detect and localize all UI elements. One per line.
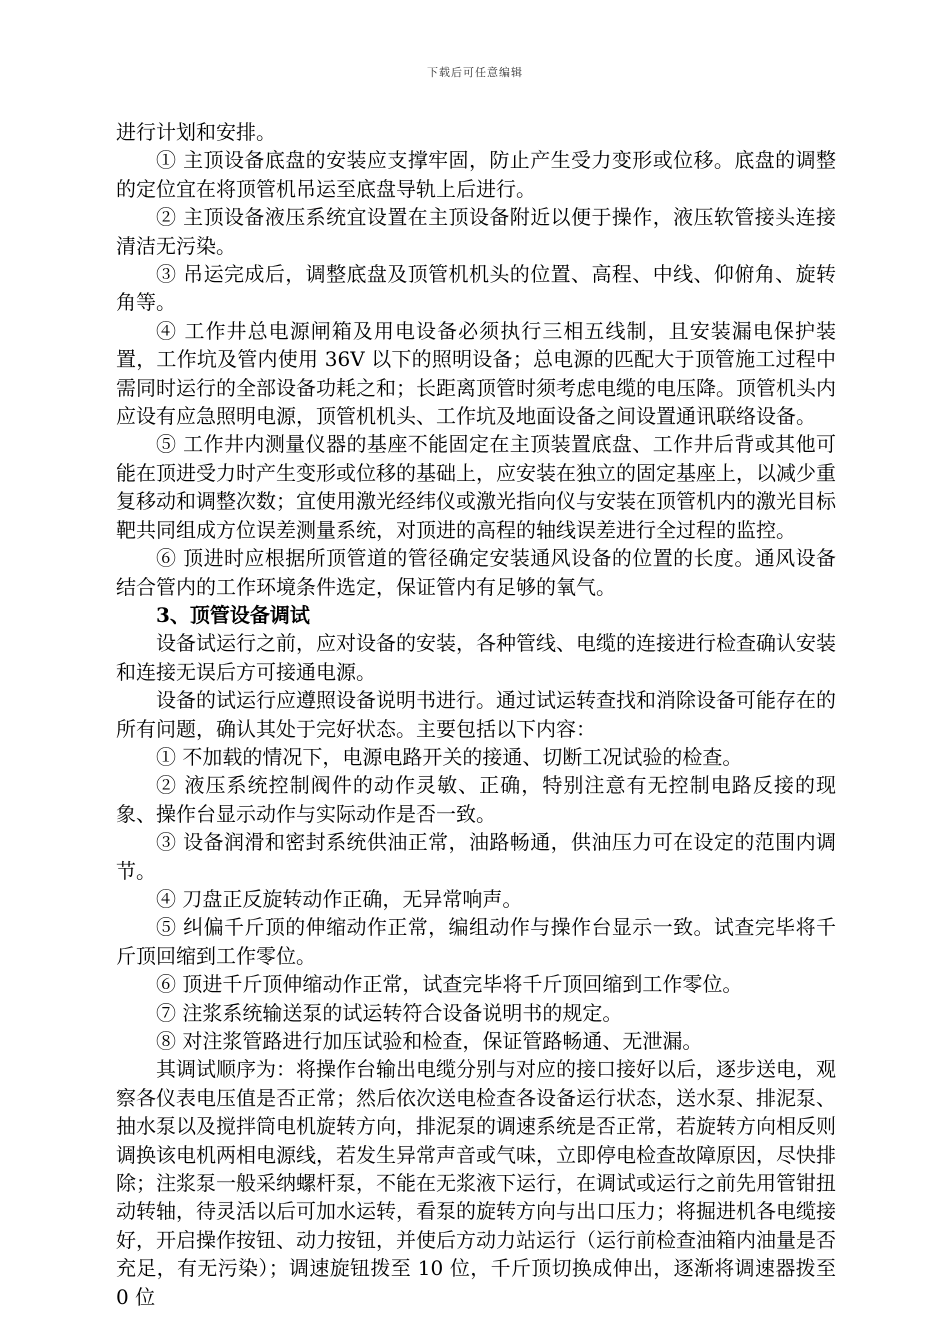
page-header: 下载后可任意编辑 — [427, 66, 523, 79]
paragraph: ⑧ 对注浆管路进行加压试验和检查，保证管路畅通、无泄漏。 — [156, 1029, 703, 1053]
paragraph: ⑤ 纠偏千斤顶的伸缩动作正常，编组动作与操作台显示一致。试查完毕将千斤顶回缩到工作零位。 — [116, 915, 836, 968]
paragraph: ⑥ 顶进千斤顶伸缩动作正常，试查完毕将千斤顶回缩到工作零位。 — [156, 972, 743, 997]
paragraph: 设备试运行之前，应对设备的安装，各种管线、电缆的连接进行检查确认安装和连接无误后方可接通电源。 — [116, 631, 836, 684]
paragraph: ② 液压系统控制阀件的动作灵敏、正确，特别注意有无控制电路反接的现象、操作台显示动作与实际动作是否一致。 — [116, 773, 836, 826]
paragraph: ④ 工作井总电源闸箱及用电设备必须执行三相五线制，且安装漏电保护装置，工作坑及管内使用 36V 以下的照明设备；总电源的匹配大于顶管施工过程中需同时运行的全部设备功耗之和；长距离顶管时须考虑电缆的电压降。顶管机头内应设有应急照明电源，顶管机机头、工作坑及地面设备之间设置通讯联络设备。 — [116, 318, 836, 429]
paragraph: 其调试顺序为：将操作台输出电缆分别与对应的接口接好以后，逐步送电，观察各仪表电压值是否正常；然后依次送电检查各设备运行状态，送水泵、排泥泵、抽水泵以及搅拌筒电机旋转方向，排泥泵的调速系统是否正常，若旋转方向相反则调换该电机两相电源线，若发生异常声音或气味，立即停电检查故障原因，尽快排除；注浆泵一般采纳螺杆泵，不能在无浆液下运行，在调试或运行之前先用管钳扭动转轴，待灵活以后可加水运转，看泵的旋转方向与出口压力；将掘进机各电缆接好，开启操作按钮、动力按钮，并使后方动力站运行（运行前检查油箱内油量是否充足，有无污染）；调速旋钮拨至 10 位，千斤顶切换成伸出，逐渐将调速器拨至 0 位 — [116, 1057, 836, 1309]
paragraph: ② 主顶设备液压系统宜设置在主顶设备附近以便于操作，液压软管接头连接清洁无污染。 — [116, 205, 836, 258]
document-body — [116, 118, 836, 1311]
paragraph: ④ 刀盘正反旋转动作正确，无异常响声。 — [156, 886, 523, 911]
paragraph: ⑥ 顶进时应根据所顶管道的管径确定安装通风设备的位置的长度。通风设备结合管内的工作环境条件选定，保证管内有足够的氧气。 — [116, 546, 836, 599]
paragraph: ⑦ 注浆系统输送泵的试运转符合设备说明书的规定。 — [156, 1000, 623, 1025]
paragraph: ① 主顶设备底盘的安装应支撑牢固，防止产生受力变形或位移。底盘的调整的定位宜在将顶管机吊运至底盘导轨上后进行。 — [116, 148, 836, 201]
paragraph: ① 不加载的情况下，电源电路开关的接通、切断工况试验的检查。 — [156, 744, 743, 769]
section-heading: 3、顶管设备调试 — [156, 602, 310, 627]
paragraph: 设备的试运行应遵照设备说明书进行。通过试运转查找和消除设备可能存在的所有问题，确认其处于完好状态。主要包括以下内容： — [116, 688, 836, 741]
paragraph: ③ 吊运完成后，调整底盘及顶管机机头的位置、高程、中线、仰俯角、旋转角等。 — [116, 262, 836, 315]
paragraph: ③ 设备润滑和密封系统供油正常，油路畅通，供油压力可在设定的范围内调节。 — [116, 830, 836, 883]
paragraph: ⑤ 工作井内测量仪器的基座不能固定在主顶装置底盘、工作井后背或其他可能在顶进受力时产生变形或位移的基础上，应安装在独立的固定基座上，以减少重复移动和调整次数；宜使用激光经纬仪或激光指向仪与安装在顶管机内的激光目标靶共同组成方位误差测量系统，对顶进的高程的轴线误差进行全过程的监控。 — [116, 432, 836, 542]
paragraph: 进行计划和安排。 — [116, 120, 276, 144]
